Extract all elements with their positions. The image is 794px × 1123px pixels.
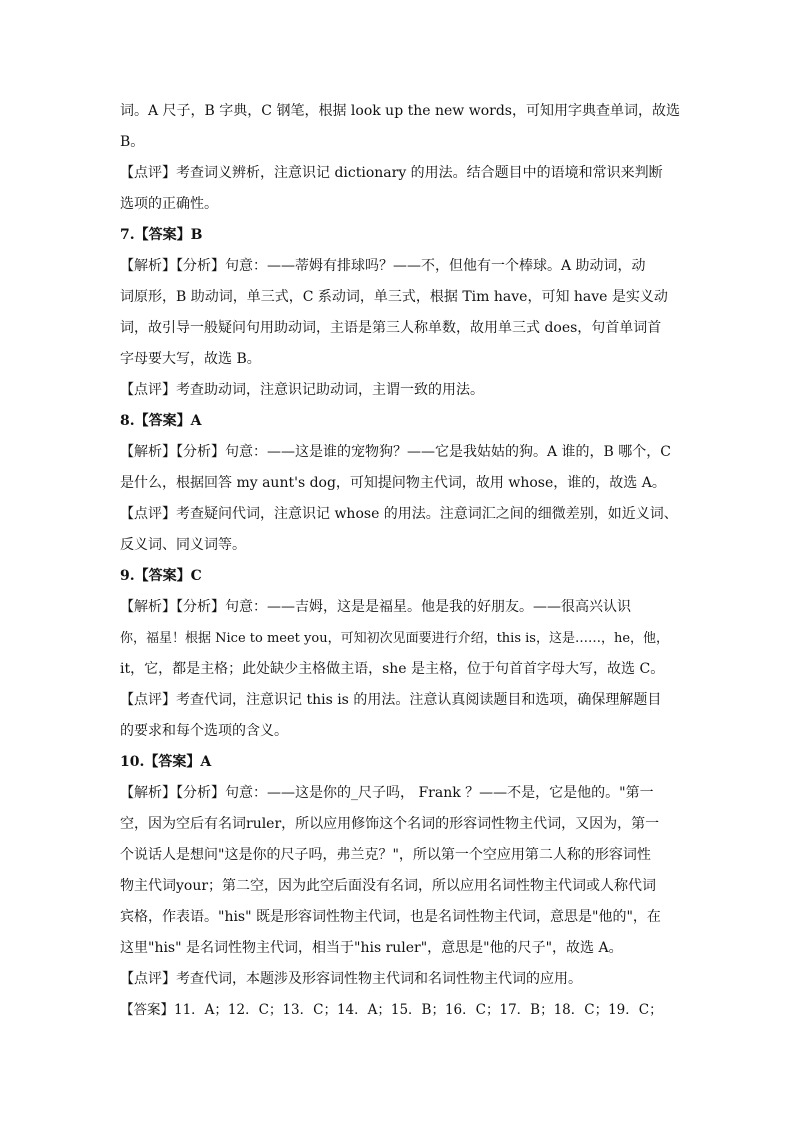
comment-line: 【点评】考查疑问代词，注意识记 whose 的用法。注意词汇之间的细微差别，如近义词、	[120, 506, 678, 522]
text-line: B。	[120, 134, 145, 150]
analysis-line: 【解析】【分析】句意：——吉姆，这是是福星。他是我的好朋友。——很高兴认识	[120, 599, 631, 615]
text-line: it，它，都是主格；此处缺少主格做主语，she 是主格，位于句首首字母大写，故选 C。	[120, 661, 665, 677]
text-line: 你，福星！根据 Nice to meet you，可知初次见面要进行介绍，this is，这是……，he，他，	[120, 631, 670, 646]
comment-line: 【点评】考查词义辨析，注意识记 dictionary 的用法。结合题目中的语境和常识来判断	[120, 165, 663, 181]
text-line: 词原形，B 助动词，单三式，C 系动词，单三式，根据 Tim have，可知 have 是实义动	[120, 289, 668, 305]
answer-heading-9: 9.【答案】C	[120, 568, 202, 584]
answer-heading-8: 8.【答案】A	[120, 413, 202, 429]
text-line: 字母要大写，故选 B。	[120, 351, 261, 367]
analysis-line: 【解析】【分析】句意：——这是你的_尺子吗， Frank ？——不是，它是他的。"第一	[120, 785, 654, 801]
analysis-line: 【解析】【分析】句意：——这是谁的宠物狗？——它是我姑姑的狗。A 谁的，B 哪个，C	[120, 444, 672, 460]
text-line: 物主代词your；第二空，因为此空后面没有名词，所以应用名词性物主代词或人称代词	[120, 878, 657, 894]
text-line: 词。A 尺子，B 字典，C 钢笔，根据 look up the new words，可知用字典查单词，故选	[120, 103, 680, 119]
text-line: 空，因为空后有名词ruler，所以应用修饰这个名词的形容词性物主代词，又因为，第一	[120, 816, 660, 832]
text-line: 的要求和每个选项的含义。	[120, 723, 288, 739]
answer-heading-10: 10.【答案】A	[120, 754, 212, 770]
text-line: 选项的正确性。	[120, 196, 218, 212]
text-line: 个说话人是想问"这是你的尺子吗，弗兰克？"，所以第一个空应用第二人称的形容词性	[120, 847, 651, 863]
text-line: 是什么，根据回答 my aunt's dog，可知提问物主代词，故用 whose，谁的，故选 A。	[120, 475, 666, 491]
comment-line: 【点评】考查助动词，注意识记助动词，主谓一致的用法。	[120, 382, 484, 398]
answer-heading-7: 7.【答案】B	[120, 227, 203, 243]
answers-list-line: 【答案】11．A；12．C；13．C；14．A；15．B；16．C；17．B；18．C；19．C；	[120, 1002, 663, 1018]
text-line: 反义词、同义词等。	[120, 537, 246, 553]
comment-line: 【点评】考查代词，本题涉及形容词性物主代词和名词性物主代词的应用。	[120, 971, 582, 987]
text-line: 宾格，作表语。"his" 既是形容词性物主代词，也是名词性物主代词，意思是"他的"，在	[120, 909, 661, 925]
text-line: 词，故引导一般疑问句用助动词，主语是第三人称单数，故用单三式 does，句首单词首	[120, 320, 662, 336]
analysis-line: 【解析】【分析】句意：——蒂姆有排球吗？——不，但他有一个棒球。A 助动词，动	[120, 258, 646, 274]
text-line: 这里"his" 是名词性物主代词，相当于"his ruler"，意思是"他的尺子"，故选 A。	[120, 940, 623, 956]
comment-line: 【点评】考查代词，注意识记 this is 的用法。注意认真阅读题目和选项，确保理解题目	[120, 692, 662, 708]
